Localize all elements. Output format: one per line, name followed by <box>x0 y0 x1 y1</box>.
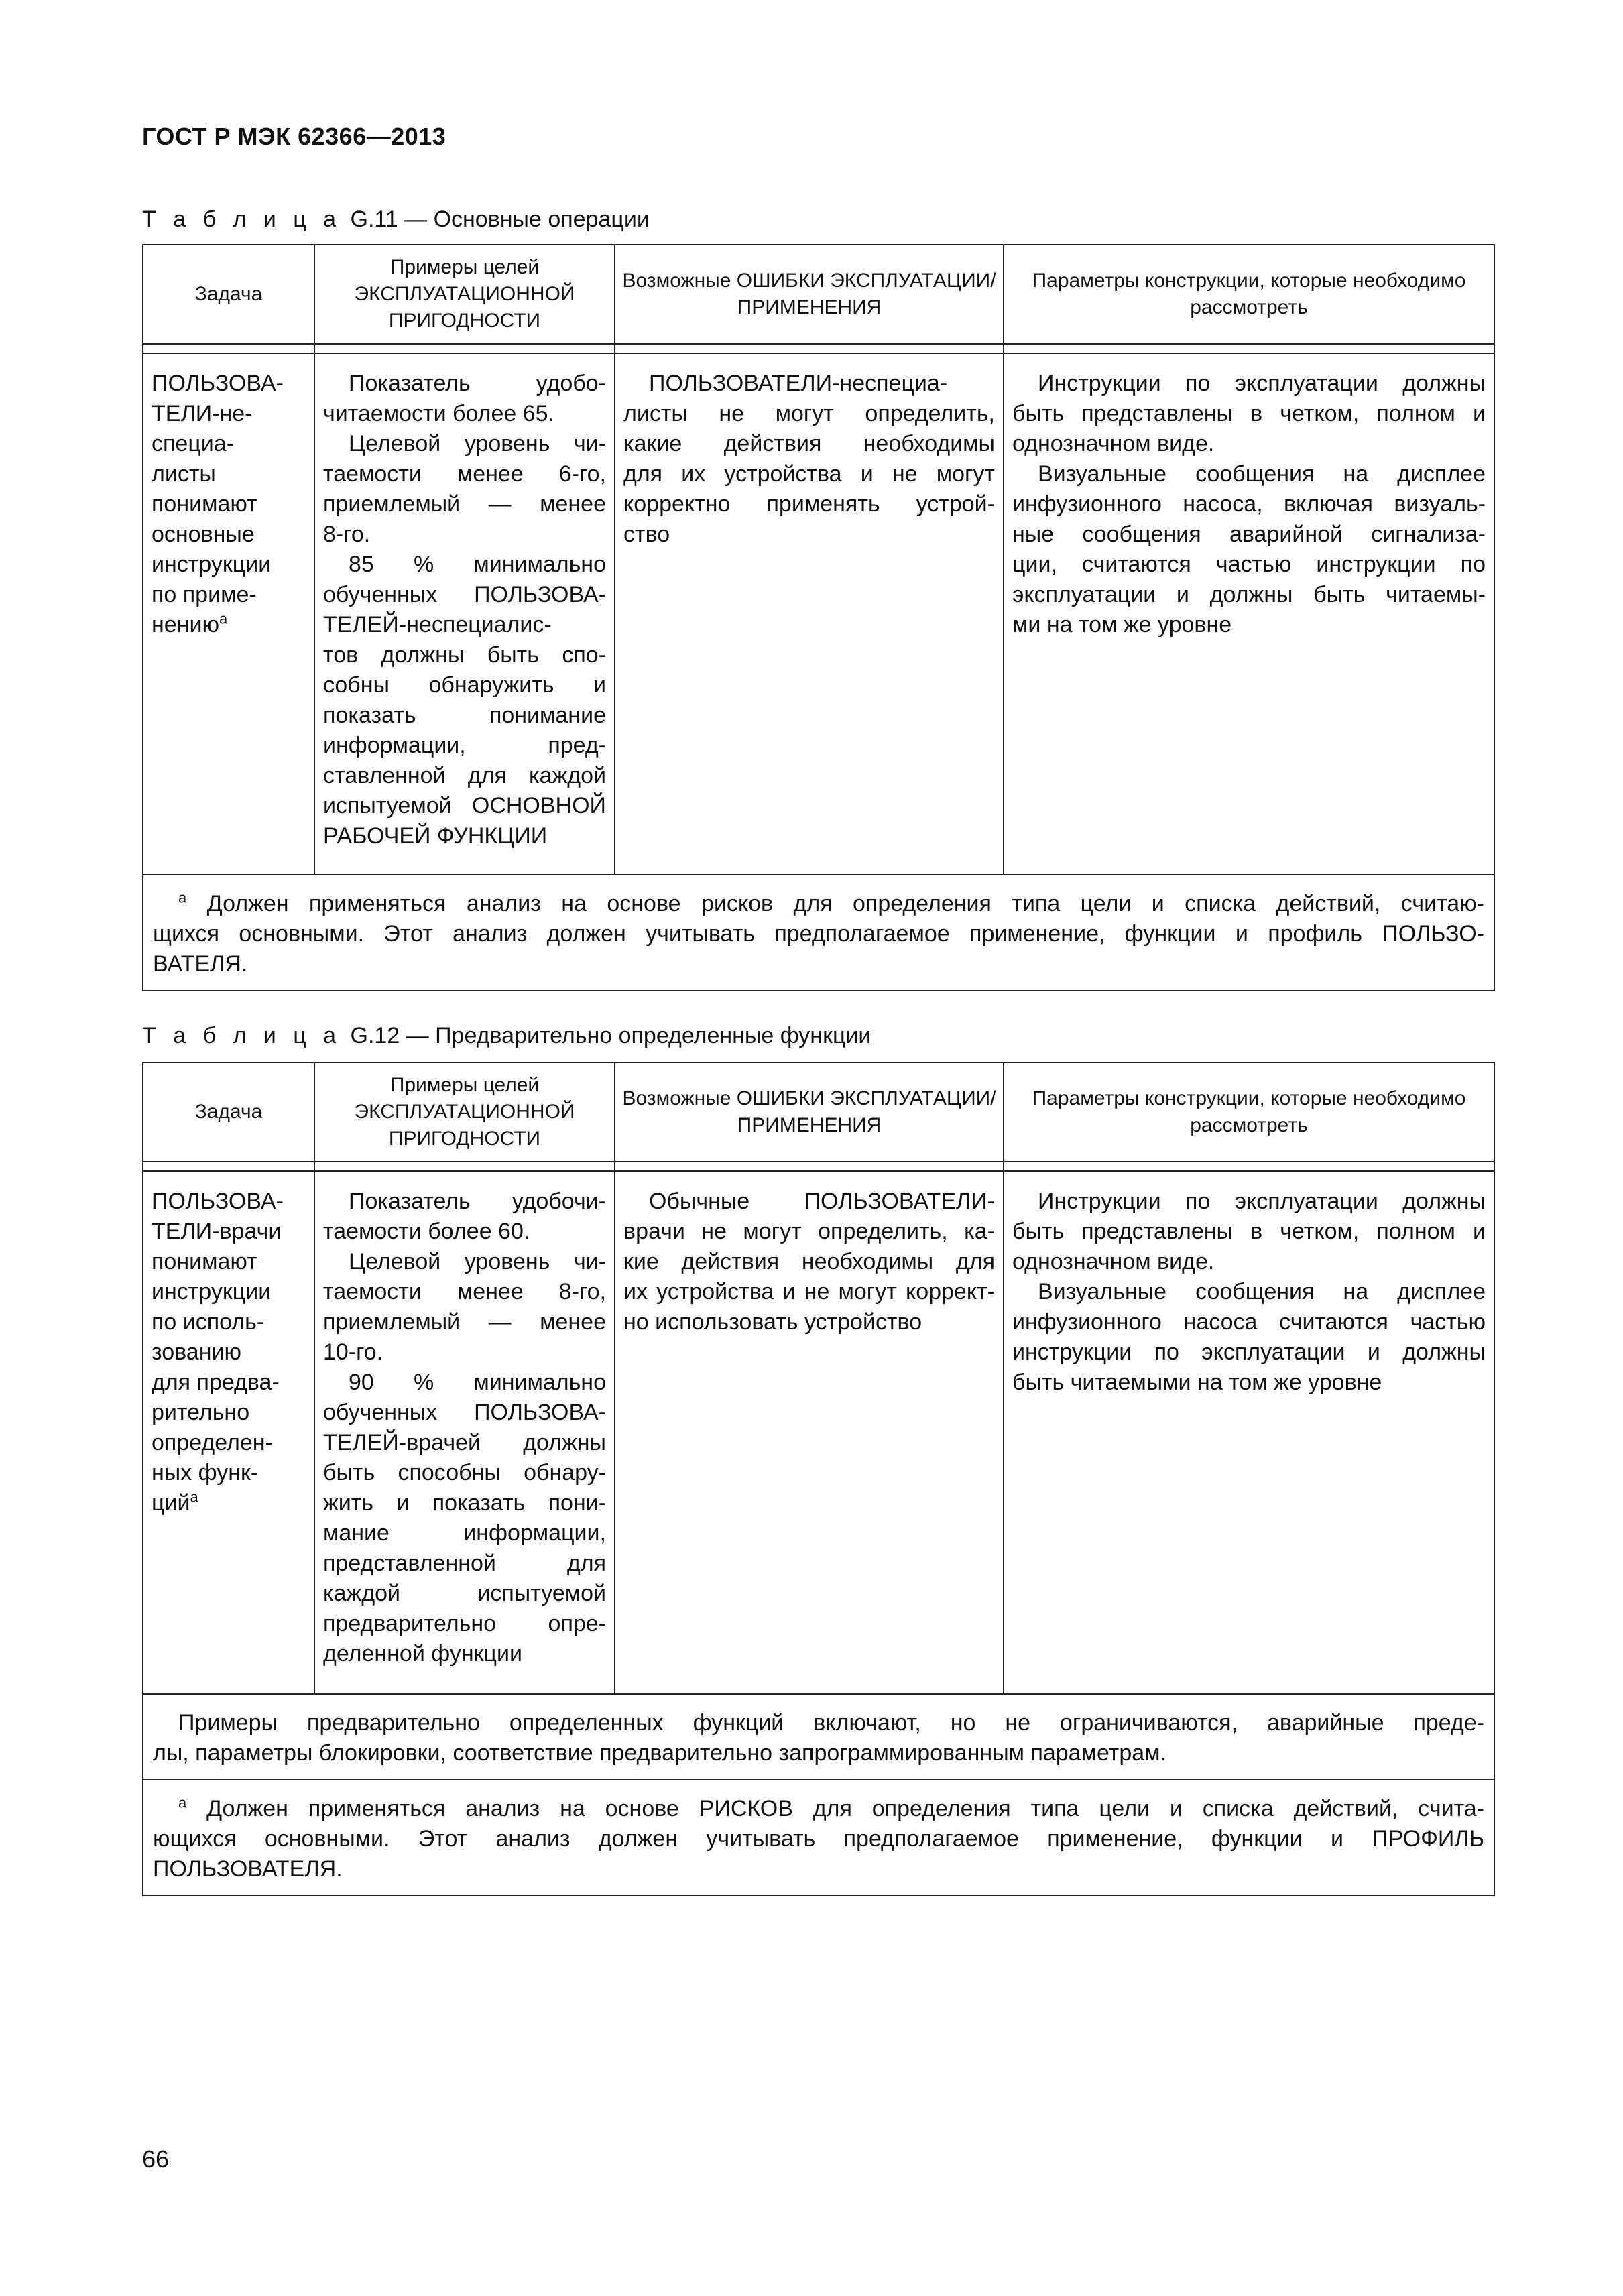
column-header: Задача <box>143 1063 314 1162</box>
text-line: но использовать устройство <box>623 1309 922 1335</box>
text-line: РАБОЧЕЙ ФУНКЦИИ <box>323 823 548 849</box>
text-line: инструкции <box>152 552 272 577</box>
header-separator-row <box>143 344 1494 353</box>
text-line: Показатель удобо- <box>349 371 606 396</box>
text-line: обученных ПОЛЬЗОВА- <box>323 1400 606 1425</box>
text-line: таемости менее 8-го, <box>323 1279 606 1305</box>
footnote-mark: a <box>178 1794 187 1811</box>
text-line: читаемости более 65. <box>323 401 555 426</box>
text-line: Визуальные сообщения на дисплее <box>1038 461 1486 487</box>
table-caption <box>142 206 650 233</box>
text-line: основные <box>152 522 255 547</box>
text-line: ПОЛЬЗОВАТЕЛЯ. <box>153 1856 343 1882</box>
table-header-row <box>143 245 1494 344</box>
text-line: ные сообщения аварийной сигнализа- <box>1012 522 1486 547</box>
text-line: ТЕЛЕЙ-неспециалис- <box>323 612 552 638</box>
text-line: Инструкции по эксплуатации должны <box>1038 1189 1486 1214</box>
text-line: быть читаемыми на том же уровне <box>1012 1370 1382 1395</box>
use-error-cell <box>615 353 1004 875</box>
table-row <box>143 1171 1494 1694</box>
text-line: понимают <box>152 1249 257 1274</box>
text-line: приемлемый — менее <box>323 1309 606 1335</box>
page-number: 66 <box>142 2145 170 2173</box>
header-separator-row <box>143 1162 1494 1171</box>
footnote-row <box>143 875 1494 991</box>
text-line: каждой испытуемой <box>323 1581 606 1606</box>
text-line: 90 % минимально <box>349 1370 606 1395</box>
text-line: врачи не могут определить, ка- <box>623 1219 995 1244</box>
text-line: инфузионного насоса, включая визуаль- <box>1012 491 1486 517</box>
text-line: обученных ПОЛЬЗОВА- <box>323 582 606 607</box>
text-line: специа- <box>152 431 235 457</box>
text-line: $^a$ Должен применяться анализ на основе рисков для определения типа цели и списка действий, считаю- <box>178 889 1484 916</box>
text-line: инструкции по эксплуатации и должны <box>1012 1339 1486 1365</box>
table-caption-prefix: Т а б л и ц а <box>142 206 342 232</box>
text-line: листы <box>152 461 216 487</box>
table-examples-note <box>143 1694 1494 1780</box>
table-caption-text: G.11 — Основные операции <box>350 206 650 232</box>
text-line: деленной функции <box>323 1641 522 1667</box>
text-line: щихся основными. Этот анализ должен учитывать предполагаемое применение, функции и профиль ПОЛЬЗО- <box>153 921 1484 947</box>
text-line: быть представлены в четком, полном и <box>1012 1219 1486 1244</box>
text-line: ство <box>623 522 670 547</box>
design-parameters-cell <box>1004 1171 1494 1694</box>
text-line: для предва- <box>152 1370 280 1395</box>
text-line: представленной для <box>323 1551 606 1576</box>
text-line: жить и показать пони- <box>323 1490 606 1516</box>
text-line: мание информации, <box>323 1520 606 1546</box>
text-line: быть способны обнару- <box>323 1460 606 1486</box>
text-line: для их устройства и не могут <box>623 461 995 487</box>
examples-row <box>143 1694 1494 1780</box>
text-line: испытуемой ОСНОВНОЙ <box>323 793 606 819</box>
table-footnote <box>143 1780 1494 1896</box>
text-line: кие действия необходимы для <box>623 1249 995 1274</box>
table-caption <box>142 1023 871 1049</box>
table-predefined-functions <box>142 1062 1495 1896</box>
footnote-mark: a <box>219 610 228 627</box>
table-footnote <box>143 875 1494 991</box>
text-line: Целевой уровень чи- <box>349 1249 606 1274</box>
table-header-row <box>143 1063 1494 1162</box>
table-caption-text: G.12 — Предварительно определенные функции <box>350 1023 871 1048</box>
footnote-row <box>143 1780 1494 1896</box>
text-line: ПОЛЬЗОВА- <box>152 1189 284 1214</box>
text-line: по приме- <box>152 582 257 607</box>
text-line: приемлемый — менее <box>323 491 606 517</box>
text-line: таемости менее 6-го, <box>323 461 606 487</box>
text-line: Показатель удобочи- <box>349 1189 606 1214</box>
text-line: ми на том же уровне <box>1012 612 1232 638</box>
text-line: рительно <box>152 1400 250 1425</box>
text-line: эксплуатации и должны быть читаемы- <box>1012 582 1486 607</box>
text-line: однозначном виде. <box>1012 1249 1215 1274</box>
text-line: определен- <box>152 1430 273 1455</box>
design-parameters-cell <box>1004 353 1494 875</box>
usability-goal-cell <box>314 1171 615 1694</box>
text-line: ПОЛЬЗОВА- <box>152 371 284 396</box>
text-line: нению$^a$ <box>152 610 228 638</box>
column-header: Возможные ОШИБКИ ЭКСПЛУАТАЦИИ/ ПРИМЕНЕНИЯ <box>615 1063 1004 1162</box>
text-line: однозначном виде. <box>1012 431 1215 457</box>
footnote-mark: a <box>190 1488 198 1506</box>
text-line: собны обнаружить и <box>323 672 606 698</box>
text-line: ций$^a$ <box>152 1488 198 1516</box>
text-line: быть представлены в четком, полном и <box>1012 401 1486 426</box>
text-line: ПОЛЬЗОВАТЕЛИ-неспециа- <box>649 371 948 396</box>
task-cell <box>143 1171 314 1694</box>
text-line: их устройства и не могут коррект- <box>623 1279 995 1305</box>
text-line: лы, параметры блокировки, соответствие предварительно запрограммированным параметрам. <box>153 1740 1166 1766</box>
text-line: Целевой уровень чи- <box>349 431 606 457</box>
text-line: информации, пред- <box>323 733 606 758</box>
text-line: 10-го. <box>323 1339 383 1365</box>
text-line: зованию <box>152 1339 241 1365</box>
text-line: листы не могут определить, <box>623 401 995 426</box>
text-line: инструкции <box>152 1279 272 1305</box>
table-row <box>143 353 1494 875</box>
text-line: ТЕЛИ-не- <box>152 401 253 426</box>
text-line: предварительно опре- <box>323 1611 606 1636</box>
text-line: Обычные ПОЛЬЗОВАТЕЛИ- <box>649 1189 995 1214</box>
text-line: по исполь- <box>152 1309 265 1335</box>
text-line: $^a$ Должен применяться анализ на основе РИСКОВ для определения типа цели и списка действий, счита- <box>178 1794 1484 1821</box>
column-header: Параметры конструкции, которые необходимо рассмотреть <box>1004 245 1494 344</box>
text-line: ТЕЛЕЙ-врачей должны <box>323 1430 606 1455</box>
use-error-cell <box>615 1171 1004 1694</box>
table-basic-operations <box>142 244 1495 991</box>
text-line: Визуальные сообщения на дисплее <box>1038 1279 1486 1305</box>
text-line: корректно применять устрой- <box>623 491 995 517</box>
text-line: ющихся основными. Этот анализ должен учитывать предполагаемое применение, функции и ПРОФИЛЬ <box>153 1826 1484 1852</box>
usability-goal-cell <box>314 353 615 875</box>
table-caption-prefix: Т а б л и ц а <box>142 1023 342 1048</box>
text-line: ции, считаются частью инструкции по <box>1012 552 1486 577</box>
task-cell <box>143 353 314 875</box>
document-header: ГОСТ Р МЭК 62366—2013 <box>142 123 446 150</box>
text-line: инфузионного насоса считаются частью <box>1012 1309 1486 1335</box>
text-line: какие действия необходимы <box>623 431 995 457</box>
text-line: ных функ- <box>152 1460 259 1486</box>
text-line: ТЕЛИ-врачи <box>152 1219 282 1244</box>
footnote-mark: a <box>178 889 187 906</box>
column-header: Примеры целей ЭКСПЛУАТАЦИОННОЙ ПРИГОДНОСТИ <box>314 245 615 344</box>
text-line: Инструкции по эксплуатации должны <box>1038 371 1486 396</box>
text-line: 8-го. <box>323 522 371 547</box>
column-header: Параметры конструкции, которые необходимо рассмотреть <box>1004 1063 1494 1162</box>
column-header: Задача <box>143 245 314 344</box>
text-line: Примеры предварительно определенных функций включают, но не ограничиваются, аварийные преде- <box>178 1710 1484 1736</box>
text-line: ставленной для каждой <box>323 763 606 788</box>
column-header: Примеры целей ЭКСПЛУАТАЦИОННОЙ ПРИГОДНОСТИ <box>314 1063 615 1162</box>
text-line: понимают <box>152 491 257 517</box>
text-line: тов должны быть спо- <box>323 642 606 668</box>
text-line: показать понимание <box>323 703 606 728</box>
text-line: ВАТЕЛЯ. <box>153 951 248 977</box>
text-line: 85 % минимально <box>349 552 606 577</box>
text-line: таемости более 60. <box>323 1219 530 1244</box>
column-header: Возможные ОШИБКИ ЭКСПЛУАТАЦИИ/ ПРИМЕНЕНИЯ <box>615 245 1004 344</box>
